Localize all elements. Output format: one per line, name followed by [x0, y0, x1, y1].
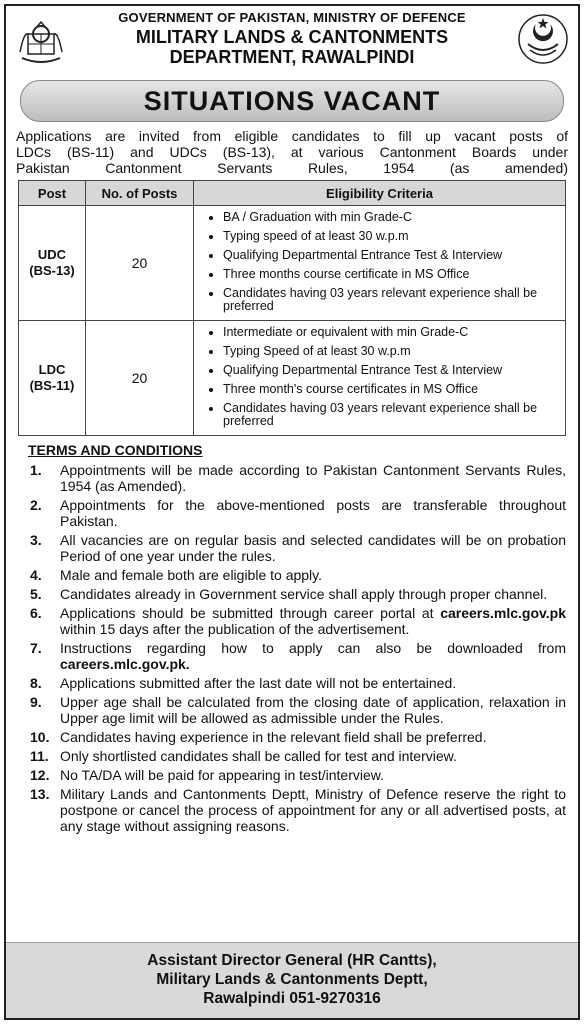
criteria-cell [194, 321, 566, 436]
list-item [16, 748, 566, 764]
item-number: 7. [30, 640, 42, 656]
list-item [16, 497, 566, 529]
list-item [16, 567, 566, 583]
item-text: All vacancies are on regular basis and selected candidates will be on probation Period of one year under the rules. [60, 532, 566, 564]
vacancy-table [18, 180, 566, 436]
list-item [16, 462, 566, 494]
criteria-item: • Three month's course certificates in MS Office [223, 383, 558, 396]
post-cell [19, 321, 86, 436]
list-item [16, 675, 566, 691]
table-row [19, 206, 566, 321]
criteria-list [223, 326, 558, 428]
criteria-item: • Candidates having 03 years relevant experience shall be preferred [223, 287, 558, 313]
criteria-item: • Candidates having 03 years relevant experience shall be preferred [223, 402, 558, 428]
post-scale: (BS-11) [29, 378, 75, 393]
item-text-start: Applications should be submitted through career portal at [60, 605, 441, 621]
terms-list [16, 462, 566, 834]
post-name: LDC [38, 362, 66, 377]
item-text: Candidates already in Government service shall apply through proper channel. [60, 586, 548, 602]
item-text [60, 605, 566, 637]
item-number: 6. [30, 605, 42, 621]
item-text: Only shortlisted candidates shall be called for test and interview. [60, 748, 457, 764]
list-item [16, 586, 566, 602]
criteria-item: • Typing speed of at least 30 w.p.m [223, 230, 558, 243]
column-header-criteria: Eligibility Criteria [194, 181, 566, 206]
list-item [16, 532, 566, 564]
intro-line: Pakistan Cantonment Servants Rules, 1954 (as amended) [16, 160, 568, 176]
footer-designation: Assistant Director General (HR Cantts), [147, 952, 437, 969]
header-department: MILITARY LANDS & CANTONMENTS [135, 27, 449, 47]
item-text: No TA/DA will be paid for appearing in test/interview. [60, 767, 384, 783]
careers-portal-link[interactable]: careers.mlc.gov.pk [440, 605, 566, 621]
criteria-item: • BA / Graduation with min Grade-C [223, 211, 558, 224]
column-header-post: Post [19, 181, 86, 206]
item-text: Appointments for the above-mentioned posts are transferable throughout Pakistan. [60, 497, 566, 529]
column-header-count: No. of Posts [86, 181, 194, 206]
header [6, 6, 578, 76]
item-number: 13. [30, 786, 50, 802]
item-number: 2. [30, 497, 42, 513]
item-text: Candidates having experience in the relevant field shall be preferred. [60, 729, 487, 745]
item-number: 8. [30, 675, 42, 691]
criteria-item: • Qualifying Departmental Entrance Test & Interview [223, 249, 558, 262]
list-item [16, 694, 566, 726]
item-text: Military Lands and Cantonments Deptt, Ministry of Defence reserve the right to postpone or cancel the process of appointment for any or all advertised posts, at any stage without assigning reasons. [60, 786, 566, 834]
advertisement-page [4, 4, 580, 1020]
criteria-item: • Three months course certificate in MS Office [223, 268, 558, 281]
item-number: 3. [30, 532, 42, 548]
post-count: 20 [86, 321, 194, 436]
situations-vacant-banner: SITUATIONS VACANT [20, 80, 564, 122]
post-cell [19, 206, 86, 321]
intro-line: Applications are invited from eligible candidates to fill up vacant posts of [16, 128, 568, 144]
item-number: 11. [30, 748, 49, 764]
terms-title: TERMS AND CONDITIONS [28, 442, 203, 458]
list-item [16, 640, 566, 672]
item-text: Upper age shall be calculated from the closing date of application, relaxation in Upper age limit will be allowed as admissible under the Rules. [60, 694, 566, 726]
mlc-crest-icon [516, 12, 570, 66]
criteria-item: • Intermediate or equivalent with min Grade-C [223, 326, 558, 339]
criteria-item: • Typing Speed of at least 30 w.p.m [223, 345, 558, 358]
pakistan-emblem-icon [14, 12, 68, 66]
criteria-cell [194, 206, 566, 321]
post-count: 20 [86, 206, 194, 321]
criteria-list [223, 211, 558, 313]
header-location: DEPARTMENT, RAWALPINDI [169, 47, 415, 67]
item-number: 10. [30, 729, 50, 745]
item-text: Male and female both are eligible to apply. [60, 567, 323, 583]
list-item [16, 729, 566, 745]
item-text: Appointments will be made according to Pakistan Cantonment Servants Rules, 1954 (as Amended). [60, 462, 566, 494]
list-item [16, 767, 566, 783]
item-text-start: Instructions regarding how to apply can also be downloaded from [60, 640, 566, 656]
table-row [19, 321, 566, 436]
item-number: 9. [30, 694, 42, 710]
intro-paragraph [16, 128, 568, 176]
criteria-item: • Qualifying Departmental Entrance Test & Interview [223, 364, 558, 377]
list-item [16, 605, 566, 637]
footer-department: Military Lands & Cantonments Deptt, [156, 971, 428, 988]
list-item [16, 786, 566, 834]
contact-footer [6, 942, 578, 1018]
item-number: 1. [30, 462, 42, 478]
item-number: 5. [30, 586, 42, 602]
item-text: Applications submitted after the last date will not be entertained. [60, 675, 457, 691]
footer-phone: Rawalpindi 051-9270316 [203, 990, 381, 1007]
item-number: 4. [30, 567, 42, 583]
item-text-end: within 15 days after the publication of the advertisement. [60, 621, 410, 637]
post-scale: (BS-13) [29, 263, 75, 278]
item-number: 12. [30, 767, 50, 783]
post-name: UDC [37, 247, 67, 262]
careers-portal-link[interactable]: careers.mlc.gov.pk. [60, 656, 190, 672]
item-text [60, 640, 566, 672]
intro-line: LDCs (BS-11) and UDCs (BS-13), at various Cantonment Boards under [16, 144, 568, 160]
header-ministry: GOVERNMENT OF PAKISTAN, MINISTRY OF DEFENCE [118, 10, 466, 25]
